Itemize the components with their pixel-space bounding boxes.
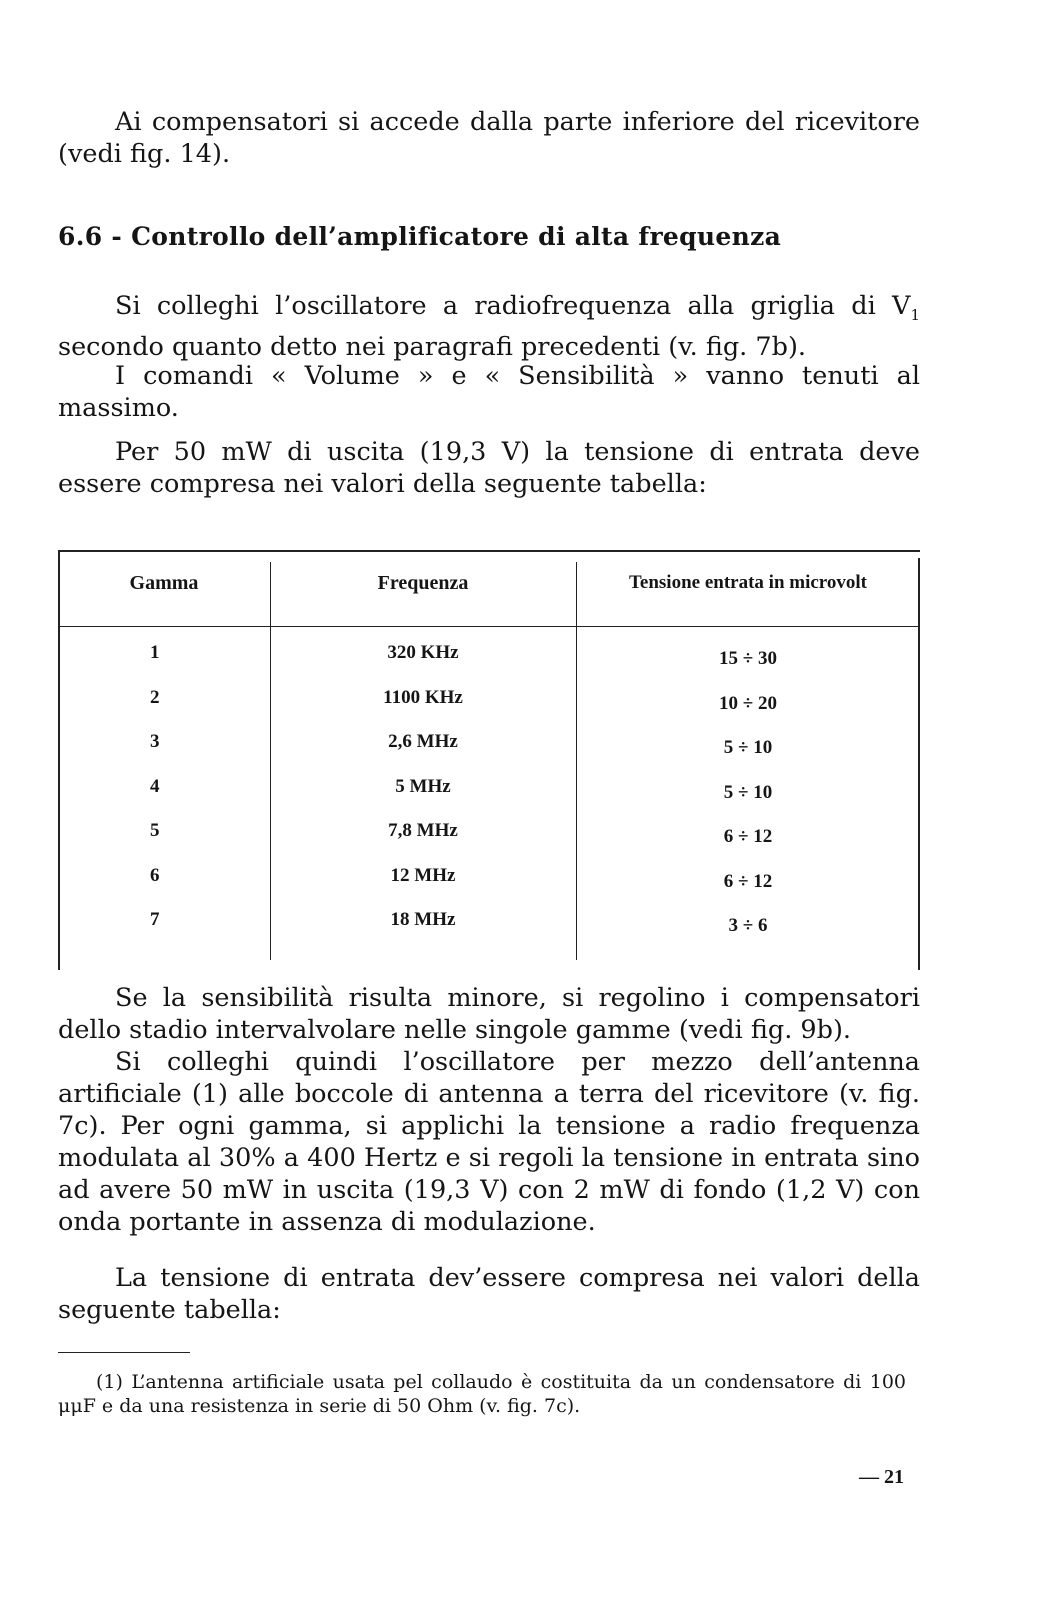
paragraph-controls: I comandi « Volume » e « Sensibilità » vanno tenuti al massimo. <box>58 361 920 423</box>
paragraph-second-table-intro: La tensione di entrata dev’essere compresa nei valori della seguente tabella: <box>58 1263 920 1325</box>
paragraph-text-continued: secondo quanto detto nei paragrafi precedenti (v. fig. 7b). <box>58 332 806 363</box>
cell-tensione: 5 ÷ 10 <box>723 737 773 758</box>
table-row <box>58 865 920 910</box>
table-row <box>58 687 920 732</box>
cell-frequenza: 5 MHz <box>395 775 451 797</box>
cell-gamma: 2 <box>150 686 160 708</box>
cell-tensione: 6 ÷ 12 <box>723 826 773 847</box>
table-row <box>58 642 920 687</box>
paragraph-oscillator-connection <box>58 290 920 363</box>
header-frequenza: Frequenza <box>377 572 469 594</box>
paragraph-table-intro: Per 50 mW di uscita (19,3 V) la tensione di entrata deve essere compresa nei valori della seguente tabella: <box>58 437 920 499</box>
cell-frequenza: 320 KHz <box>387 642 459 663</box>
cell-frequenza: 12 MHz <box>390 864 456 886</box>
cell-frequenza: 7,8 MHz <box>388 820 458 841</box>
paragraph-sensitivity: Se la sensibilità risulta minore, si regolino i compensatori dello stadio intervalvolare nelle singole gamme (vedi fig. 9b). <box>58 983 920 1045</box>
table-row <box>58 731 920 776</box>
cell-gamma: 7 <box>150 909 160 930</box>
cell-gamma: 4 <box>150 775 160 797</box>
footnote: (1) L’antenna artificiale usata pel collaudo è costituita da un condensatore di 100 μμF e da una resistenza in serie di 50 Ohm (v. fig. 7c). <box>58 1371 906 1417</box>
cell-tensione: 5 ÷ 10 <box>723 781 773 803</box>
intro-paragraph: Ai compensatori si accede dalla parte inferiore del ricevitore (vedi fig. 14). <box>58 107 920 169</box>
cell-frequenza: 1100 KHz <box>383 686 463 708</box>
cell-tensione: 10 ÷ 20 <box>719 692 777 714</box>
table-header-rule <box>58 626 920 627</box>
cell-tensione: 6 ÷ 12 <box>723 870 773 892</box>
table-row <box>58 776 920 821</box>
table-row <box>58 820 920 865</box>
paragraph-artificial-antenna: Si colleghi quindi l’oscillatore per mezzo dell’antenna artificiale (1) alle boccole di antenna a terra del ricevitore (v. fig. 7c). Per ogni gamma, si applichi la tensione a radio frequenza modulata al 30% a 400 Hertz e si regoli la tensione in entrata sino ad avere 50 mW in uscita (19,3 V) con 2 mW di fondo (1,2 V) con onda portante in assenza di modulazione. <box>58 1047 920 1237</box>
sensitivity-table <box>58 550 920 970</box>
cell-tensione: 15 ÷ 30 <box>719 648 777 669</box>
cell-tensione: 3 ÷ 6 <box>728 915 768 936</box>
cell-gamma: 3 <box>150 731 160 752</box>
table-row <box>58 909 920 954</box>
cell-frequenza: 2,6 MHz <box>388 731 458 752</box>
cell-frequenza: 18 MHz <box>390 909 456 930</box>
header-tensione: Tensione entrata in microvolt <box>628 572 868 593</box>
cell-gamma: 1 <box>150 642 160 663</box>
footnote-rule <box>58 1352 190 1353</box>
table-body <box>58 642 920 954</box>
page-number: — 21 <box>859 1466 904 1488</box>
header-gamma: Gamma <box>129 572 199 594</box>
paragraph-text: Si colleghi l’oscillatore a radiofrequenza alla griglia di V <box>115 291 911 321</box>
table-top-rule <box>58 550 920 552</box>
cell-gamma: 5 <box>150 820 160 841</box>
subscript: 1 <box>910 306 920 325</box>
section-heading: 6.6 - Controllo dell’amplificatore di alta frequenza <box>58 222 782 251</box>
cell-gamma: 6 <box>150 864 160 886</box>
